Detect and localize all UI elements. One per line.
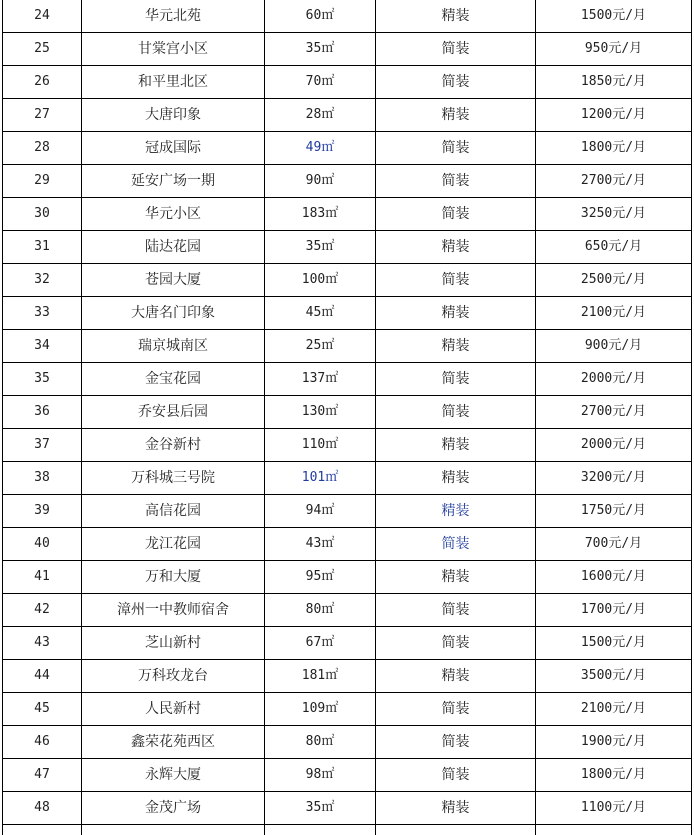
- rent-cell: 1900元/月: [536, 726, 692, 759]
- table-row: [3, 0, 692, 33]
- decoration-cell: 简装: [376, 33, 536, 66]
- community-name-cell: 大唐印象: [82, 99, 265, 132]
- row-number-cell: 31: [3, 231, 82, 264]
- community-name-cell: 甘棠宫小区: [82, 33, 265, 66]
- community-name-cell: 乔安县后园: [82, 396, 265, 429]
- community-name-cell: 芝山新村: [82, 627, 265, 660]
- row-number-cell: 42: [3, 594, 82, 627]
- community-name-cell: 延安广场一期: [82, 165, 265, 198]
- community-name-cell: 金谷新村: [82, 429, 265, 462]
- decoration-cell: 精装: [376, 660, 536, 693]
- decoration-cell: 简装: [376, 726, 536, 759]
- decoration-cell: 精装: [376, 330, 536, 363]
- rent-cell: 2700元/月: [536, 165, 692, 198]
- empty-cell: [536, 825, 692, 835]
- community-name-cell: 大唐名门印象: [82, 297, 265, 330]
- community-name-cell: 华元小区: [82, 198, 265, 231]
- decoration-cell: 精装: [376, 495, 536, 528]
- decoration-cell: 精装: [376, 231, 536, 264]
- table-row: [3, 297, 692, 330]
- community-name-cell: 华元北苑: [82, 0, 265, 33]
- rent-cell: 950元/月: [536, 33, 692, 66]
- row-number-cell: 30: [3, 198, 82, 231]
- rent-cell: 2000元/月: [536, 363, 692, 396]
- community-name-cell: 和平里北区: [82, 66, 265, 99]
- row-number-cell: 39: [3, 495, 82, 528]
- row-number-cell: 37: [3, 429, 82, 462]
- rental-listing-table-container: [2, 0, 691, 835]
- table-body: [3, 0, 692, 835]
- decoration-cell: 简装: [376, 264, 536, 297]
- decoration-cell: 简装: [376, 198, 536, 231]
- area-cell: 49㎡: [265, 132, 376, 165]
- row-number-cell: 47: [3, 759, 82, 792]
- area-cell: 67㎡: [265, 627, 376, 660]
- decoration-cell: 简装: [376, 627, 536, 660]
- area-cell: 183㎡: [265, 198, 376, 231]
- table-row: [3, 363, 692, 396]
- row-number-cell: 25: [3, 33, 82, 66]
- table-row: [3, 726, 692, 759]
- row-number-cell: 24: [3, 0, 82, 33]
- rent-cell: 3250元/月: [536, 198, 692, 231]
- table-row: [3, 396, 692, 429]
- row-number-cell: 36: [3, 396, 82, 429]
- rent-cell: 2100元/月: [536, 297, 692, 330]
- row-number-cell: 35: [3, 363, 82, 396]
- table-row: [3, 594, 692, 627]
- table-row: [3, 330, 692, 363]
- table-row: [3, 759, 692, 792]
- area-cell: 25㎡: [265, 330, 376, 363]
- row-number-cell: 29: [3, 165, 82, 198]
- community-name-cell: 苍园大厦: [82, 264, 265, 297]
- area-cell: 28㎡: [265, 99, 376, 132]
- rent-cell: 700元/月: [536, 528, 692, 561]
- table-row: [3, 132, 692, 165]
- empty-cell: [376, 825, 536, 835]
- table-row: [3, 429, 692, 462]
- decoration-cell: 简装: [376, 66, 536, 99]
- rent-cell: 2100元/月: [536, 693, 692, 726]
- community-name-cell: 万科玫龙台: [82, 660, 265, 693]
- row-number-cell: 45: [3, 693, 82, 726]
- community-name-cell: 鑫荣花苑西区: [82, 726, 265, 759]
- area-cell: 80㎡: [265, 594, 376, 627]
- row-number-cell: 48: [3, 792, 82, 825]
- area-cell: 101㎡: [265, 462, 376, 495]
- row-number-cell: 46: [3, 726, 82, 759]
- area-cell: 109㎡: [265, 693, 376, 726]
- decoration-cell: 简装: [376, 528, 536, 561]
- area-cell: 35㎡: [265, 33, 376, 66]
- area-cell: 100㎡: [265, 264, 376, 297]
- rent-cell: 1600元/月: [536, 561, 692, 594]
- table-row: [3, 66, 692, 99]
- decoration-cell: 精装: [376, 99, 536, 132]
- rent-cell: 900元/月: [536, 330, 692, 363]
- table-row: [3, 792, 692, 825]
- area-cell: 181㎡: [265, 660, 376, 693]
- community-name-cell: 人民新村: [82, 693, 265, 726]
- table-row: [3, 99, 692, 132]
- row-number-cell: 41: [3, 561, 82, 594]
- table-row: [3, 693, 692, 726]
- rent-cell: 1500元/月: [536, 0, 692, 33]
- empty-cell: [265, 825, 376, 835]
- table-row: [3, 660, 692, 693]
- area-cell: 110㎡: [265, 429, 376, 462]
- row-number-cell: 34: [3, 330, 82, 363]
- rent-cell: 1750元/月: [536, 495, 692, 528]
- table-row: [3, 165, 692, 198]
- area-cell: 90㎡: [265, 165, 376, 198]
- decoration-cell: 简装: [376, 363, 536, 396]
- decoration-cell: 精装: [376, 0, 536, 33]
- community-name-cell: 万和大厦: [82, 561, 265, 594]
- community-name-cell: 漳州一中教师宿舍: [82, 594, 265, 627]
- rent-cell: 1800元/月: [536, 132, 692, 165]
- decoration-cell: 精装: [376, 561, 536, 594]
- row-number-cell: 40: [3, 528, 82, 561]
- community-name-cell: 万科城三号院: [82, 462, 265, 495]
- rent-cell: 1850元/月: [536, 66, 692, 99]
- row-number-cell: 44: [3, 660, 82, 693]
- row-number-cell: 33: [3, 297, 82, 330]
- row-number-cell: 38: [3, 462, 82, 495]
- decoration-cell: 简装: [376, 759, 536, 792]
- rent-cell: 3200元/月: [536, 462, 692, 495]
- rent-cell: 2500元/月: [536, 264, 692, 297]
- community-name-cell: 陆达花园: [82, 231, 265, 264]
- rental-listing-table: [2, 0, 692, 835]
- area-cell: 35㎡: [265, 231, 376, 264]
- table-row: [3, 462, 692, 495]
- rent-cell: 1800元/月: [536, 759, 692, 792]
- area-cell: 95㎡: [265, 561, 376, 594]
- community-name-cell: 金宝花园: [82, 363, 265, 396]
- area-cell: 137㎡: [265, 363, 376, 396]
- area-cell: 45㎡: [265, 297, 376, 330]
- table-row: [3, 561, 692, 594]
- rent-cell: 2700元/月: [536, 396, 692, 429]
- decoration-cell: 精装: [376, 792, 536, 825]
- table-row: [3, 231, 692, 264]
- area-cell: 98㎡: [265, 759, 376, 792]
- empty-cell: [3, 825, 82, 835]
- decoration-cell: 精装: [376, 429, 536, 462]
- decoration-cell: 精装: [376, 297, 536, 330]
- area-cell: 43㎡: [265, 528, 376, 561]
- community-name-cell: 永辉大厦: [82, 759, 265, 792]
- row-number-cell: 28: [3, 132, 82, 165]
- area-cell: 35㎡: [265, 792, 376, 825]
- area-cell: 130㎡: [265, 396, 376, 429]
- rent-cell: 650元/月: [536, 231, 692, 264]
- decoration-cell: 简装: [376, 132, 536, 165]
- row-number-cell: 43: [3, 627, 82, 660]
- row-number-cell: 32: [3, 264, 82, 297]
- rent-cell: 1700元/月: [536, 594, 692, 627]
- table-row: [3, 495, 692, 528]
- row-number-cell: 27: [3, 99, 82, 132]
- table-row-partial: [3, 825, 692, 835]
- rent-cell: 1500元/月: [536, 627, 692, 660]
- decoration-cell: 简装: [376, 594, 536, 627]
- rent-cell: 2000元/月: [536, 429, 692, 462]
- table-row: [3, 627, 692, 660]
- decoration-cell: 简装: [376, 396, 536, 429]
- row-number-cell: 26: [3, 66, 82, 99]
- community-name-cell: 龙江花园: [82, 528, 265, 561]
- area-cell: 60㎡: [265, 0, 376, 33]
- rent-cell: 1200元/月: [536, 99, 692, 132]
- table-row: [3, 198, 692, 231]
- rent-cell: 1100元/月: [536, 792, 692, 825]
- area-cell: 70㎡: [265, 66, 376, 99]
- table-row: [3, 528, 692, 561]
- decoration-cell: 简装: [376, 693, 536, 726]
- decoration-cell: 简装: [376, 165, 536, 198]
- rent-cell: 3500元/月: [536, 660, 692, 693]
- decoration-cell: 精装: [376, 462, 536, 495]
- table-row: [3, 33, 692, 66]
- table-row: [3, 264, 692, 297]
- community-name-cell: 冠成国际: [82, 132, 265, 165]
- area-cell: 80㎡: [265, 726, 376, 759]
- community-name-cell: 金茂广场: [82, 792, 265, 825]
- area-cell: 94㎡: [265, 495, 376, 528]
- community-name-cell: 高信花园: [82, 495, 265, 528]
- community-name-cell: 瑞京城南区: [82, 330, 265, 363]
- empty-cell: [82, 825, 265, 835]
